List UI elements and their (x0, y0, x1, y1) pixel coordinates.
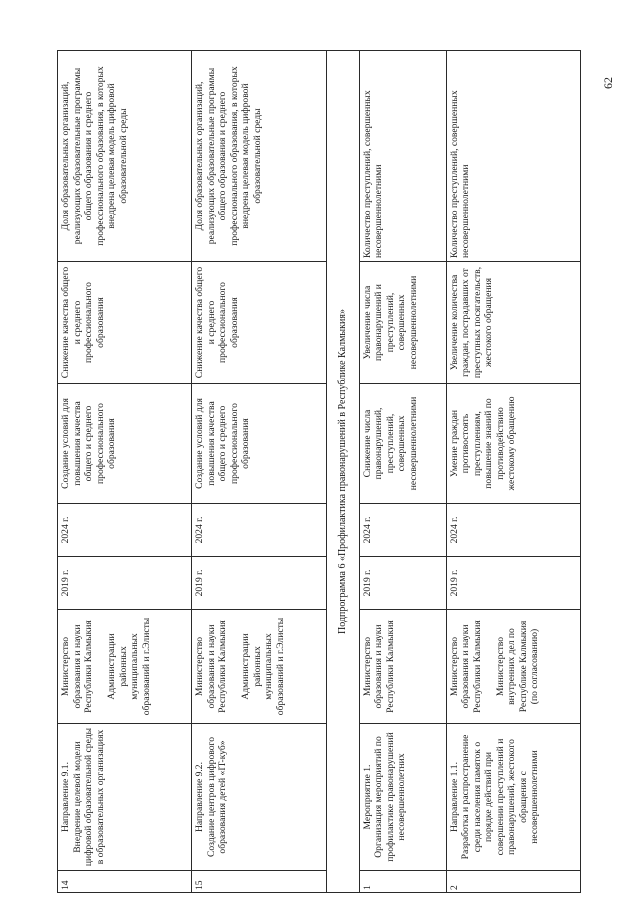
expected-result: Снижение числа правонарушений, преступлений, совершенных несовершеннолетними (359, 384, 446, 504)
measures-table (57, 50, 581, 893)
measure-name: Направление 9.2. Создание центров цифрового образования детей «IT-куб» (192, 724, 326, 871)
row-number: 14 (58, 871, 192, 893)
start-year: 2019 г. (58, 557, 192, 610)
executor: Министерство образования и науки Республики Калмыкия Администрации районных муниципальных образований и г.Элисты (192, 610, 326, 724)
consequences: Увеличение количества граждан, пострадавших от преступных посягательств, жестокого обращения (446, 262, 580, 384)
expected-result: Создание условий для повышения качества общего и среднего профессионального образования (192, 384, 326, 504)
row-number: 2 (446, 871, 580, 893)
start-year: 2019 г. (359, 557, 446, 610)
page-number: 62 (601, 77, 615, 89)
row-number: 1 (359, 871, 446, 893)
measure-name: Направление 9.1. Внедрение целевой модели цифровой образовательной среды в образовательных организациях (58, 724, 192, 871)
start-year: 2019 г. (192, 557, 326, 610)
row-number: 15 (192, 871, 326, 893)
subprogram-row (326, 51, 359, 893)
end-year: 2024 г. (446, 504, 580, 557)
table-row (359, 51, 446, 893)
consequences: Увеличение числа правонарушений и преступлений, совершенных несовершеннолетними (359, 262, 446, 384)
end-year: 2024 г. (192, 504, 326, 557)
table-row (446, 51, 580, 893)
consequences: Снижение качества общего и среднего профессионального образования (192, 262, 326, 384)
subprogram-title: Подпрограмма 6 «Профилактика правонарушений в Республике Калмыкия» (326, 51, 359, 893)
end-year: 2024 г. (58, 504, 192, 557)
consequences: Снижение качества общего и среднего профессионального образования (58, 262, 192, 384)
indicator: Количество преступлений, совершенных несовершеннолетними (359, 51, 446, 262)
indicator: Количество преступлений, совершенных несовершеннолетними (446, 51, 580, 262)
executor: Министерство образования и науки Республики Калмыкия (359, 610, 446, 724)
indicator: Доля образовательных организаций, реализующих образовательные программы общего образования и среднего профессионального образования, в которых внедрена целевая модель цифровой образовательной среды (192, 51, 326, 262)
table-row (192, 51, 326, 893)
executor: Министерство образования и науки Республики Калмыкия Министерство внутренних дел по Республике Калмыкия (по согласованию) (446, 610, 580, 724)
measure-name: Направление 1.1. Разработка и распространение среди населения памяток о порядке действий при совершении преступлений и правонарушений, жестокого обращения с несовершеннолетними (446, 724, 580, 871)
rotated-table-wrapper (57, 51, 581, 893)
end-year: 2024 г. (359, 504, 446, 557)
expected-result: Создание условий для повышения качества общего и среднего профессионального образования (58, 384, 192, 504)
table-row (58, 51, 192, 893)
expected-result: Умение граждан противостоять преступлениям, повышение знаний по противодействию жестокому обращению (446, 384, 580, 504)
start-year: 2019 г. (446, 557, 580, 610)
measure-name: Мероприятие 1. Организация мероприятий по профилактике правонарушений несовершеннолетних (359, 724, 446, 871)
indicator: Доля образовательных организаций, реализующих образовательные программы общего образования и среднего профессионального образования, в которых внедрена целевая модель цифровой образовательной среды (58, 51, 192, 262)
executor: Министерство образования и науки Республики Калмыкия Администрации районных муниципальных образований и г.Элисты (58, 610, 192, 724)
